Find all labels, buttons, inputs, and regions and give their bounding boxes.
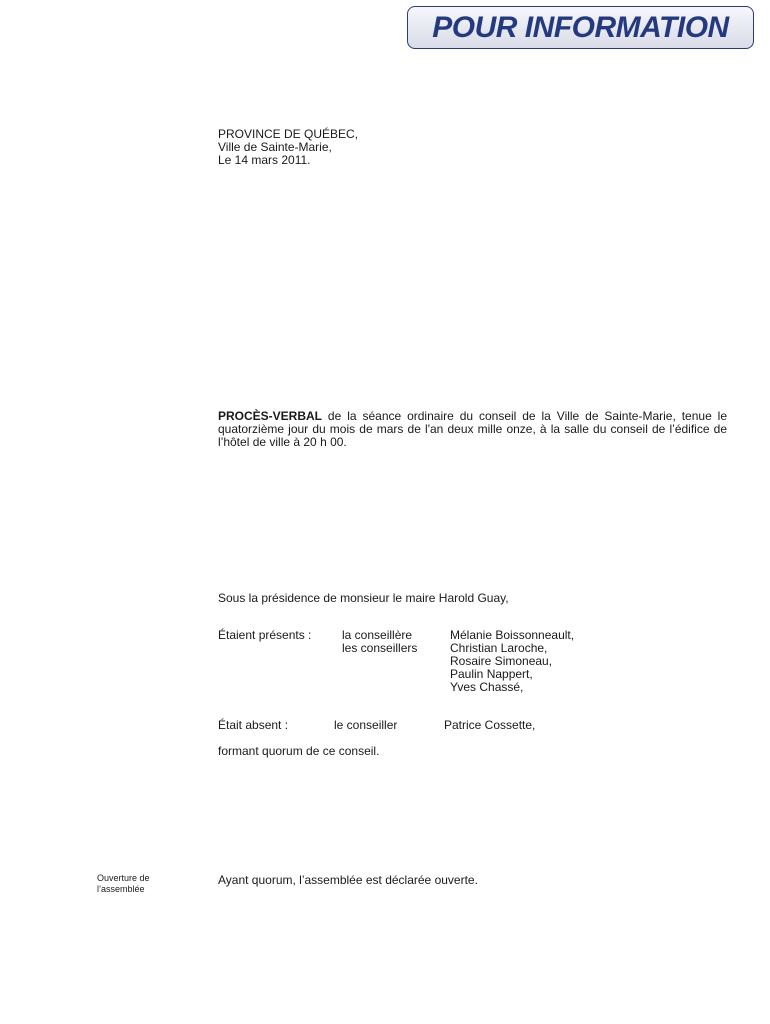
margin-label-line-1: Ouverture de [97, 873, 150, 883]
presents-role-conseillere: la conseillère [342, 628, 413, 642]
presents-names [450, 629, 574, 694]
presents-label: Étaient présents : [218, 628, 312, 642]
proces-verbal-title: PROCÈS-VERBAL [218, 409, 323, 423]
margin-note-ouverture [97, 873, 150, 895]
stamp-text: POUR INFORMATION [432, 11, 729, 44]
absent-name: Patrice Cossette, [444, 718, 536, 732]
document-header [218, 128, 358, 167]
present-name: Rosaire Simoneau, [450, 654, 553, 668]
header-ville: Ville de Sainte-Marie, [218, 140, 332, 154]
presidence-line: Sous la présidence de monsieur le maire Harold Guay, [218, 591, 509, 605]
proces-verbal-paragraph [218, 410, 727, 449]
absent-label: Était absent : [218, 718, 289, 732]
present-name: Yves Chassé, [450, 680, 524, 694]
presents-role-conseillers: les conseillers [342, 641, 418, 655]
ouverture-text: Ayant quorum, l’assemblée est déclarée ouverte. [218, 873, 478, 887]
present-name: Christian Laroche, [450, 641, 548, 655]
pour-information-stamp [407, 6, 754, 49]
quorum-line: formant quorum de ce conseil. [218, 744, 380, 758]
header-province: PROVINCE DE QUÉBEC, [218, 127, 359, 141]
margin-label-line-2: l’assemblée [97, 884, 145, 894]
present-name: Paulin Nappert, [450, 667, 533, 681]
header-date: Le 14 mars 2011. [218, 153, 311, 167]
proces-verbal-text: de la séance ordinaire du conseil de la Ville de Sainte-Marie, tenue le quatorzième jour du mois de mars de l'an deux mille onze, à la salle du conseil de l’édifice de l’hôtel de ville à 20 h 00. [218, 409, 727, 449]
absent-role: le conseiller [334, 718, 398, 732]
present-name: Mélanie Boissonneault, [450, 628, 575, 642]
